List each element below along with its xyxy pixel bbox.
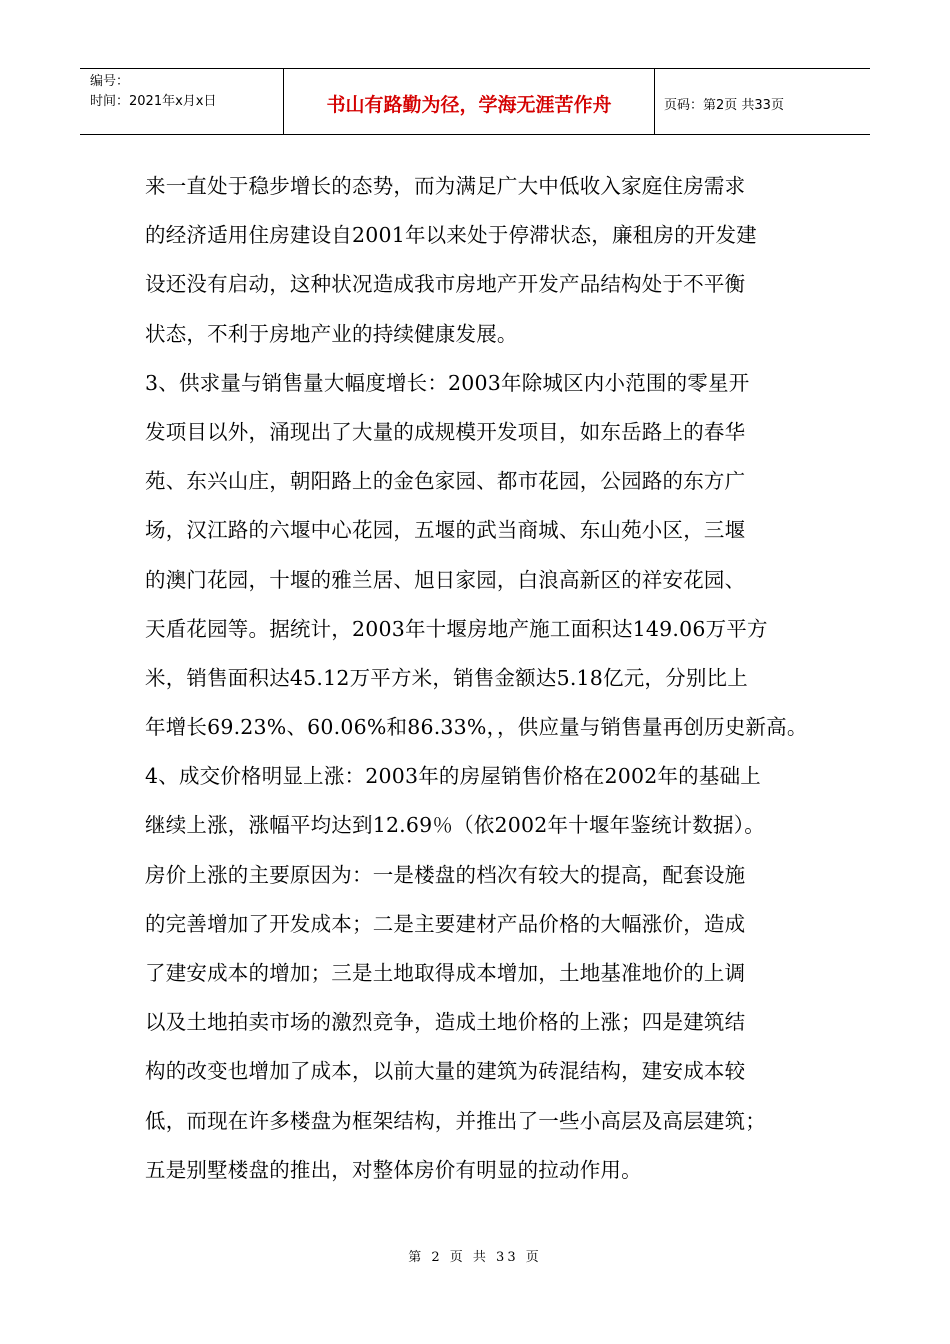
header-meta	[80, 69, 283, 134]
body-line: 以及土地拍卖市场的激烈竞争，造成土地价格的上涨；四是建筑结	[145, 1010, 746, 1035]
body-line: 继续上涨，涨幅平均达到12.69％（依2002年十堰年鉴统计数据）。	[145, 813, 765, 838]
body-line: 低，而现在许多楼盘为框架结构，并推出了一些小高层及高层建筑；	[145, 1108, 766, 1133]
page-header	[80, 68, 870, 135]
body-line: 发项目以外，涌现出了大量的成规模开发项目，如东岳路上的春华	[145, 419, 746, 444]
body-line: 的澳门花园，十堰的雅兰居、旭日家园，白浪高新区的祥安花园、	[145, 567, 746, 592]
body-line: 设还没有启动，这种状况造成我市房地产开发产品结构处于不平衡	[145, 272, 746, 297]
body-line: 状态，不利于房地产业的持续健康发展。	[145, 321, 518, 346]
body-line: 3、供求量与销售量大幅度增长：2003年除城区内小范围的零星开	[145, 370, 750, 395]
document-number-label: 编号：	[90, 74, 130, 89]
body-line: 构的改变也增加了成本，以前大量的建筑为砖混结构，建安成本较	[145, 1059, 746, 1084]
body-line: 年增长69.23%、60.06%和86.33%，，供应量与销售量再创历史新高。	[145, 715, 808, 740]
body-line: 五是别墅楼盘的推出，对整体房价有明显的拉动作用。	[145, 1157, 642, 1182]
body-line: 房价上涨的主要原因为：一是楼盘的档次有较大的提高，配套设施	[145, 862, 746, 887]
body-line: 来一直处于稳步增长的态势，而为满足广大中低收入家庭住房需求	[145, 174, 746, 198]
body-line: 苑、东兴山庄，朝阳路上的金色家园、都市花园，公园路的东方广	[145, 469, 746, 494]
page-footer: 第 2 页 共 33 页	[408, 1250, 542, 1265]
body-line: 的经济适用住房建设自2001年以来处于停滞状态，廉租房的开发建	[145, 223, 757, 248]
header-motto: 书山有路勤为径，学海无涯苦作舟	[283, 69, 655, 134]
body-line: 了建安成本的增加；三是土地取得成本增加，土地基准地价的上调	[145, 961, 746, 985]
body-line: 天盾花园等。据统计，2003年十堰房地产施工面积达149.06万平方	[145, 616, 768, 641]
header-page-info: 页码：第2页 共33页	[664, 98, 784, 113]
document-time-label: 时间：2021年x月x日	[90, 94, 217, 109]
body-line: 的完善增加了开发成本；二是主要建材产品价格的大幅涨价，造成	[145, 911, 746, 936]
body-line: 4、成交价格明显上涨：2003年的房屋销售价格在2002年的基础上	[145, 764, 761, 789]
body-line: 米，销售面积达45.12万平方米，销售金额达5.18亿元，分别比上	[145, 665, 748, 690]
body-line: 场，汉江路的六堰中心花园，五堰的武当商城、东山苑小区，三堰	[145, 518, 746, 543]
document-body	[145, 162, 825, 1195]
